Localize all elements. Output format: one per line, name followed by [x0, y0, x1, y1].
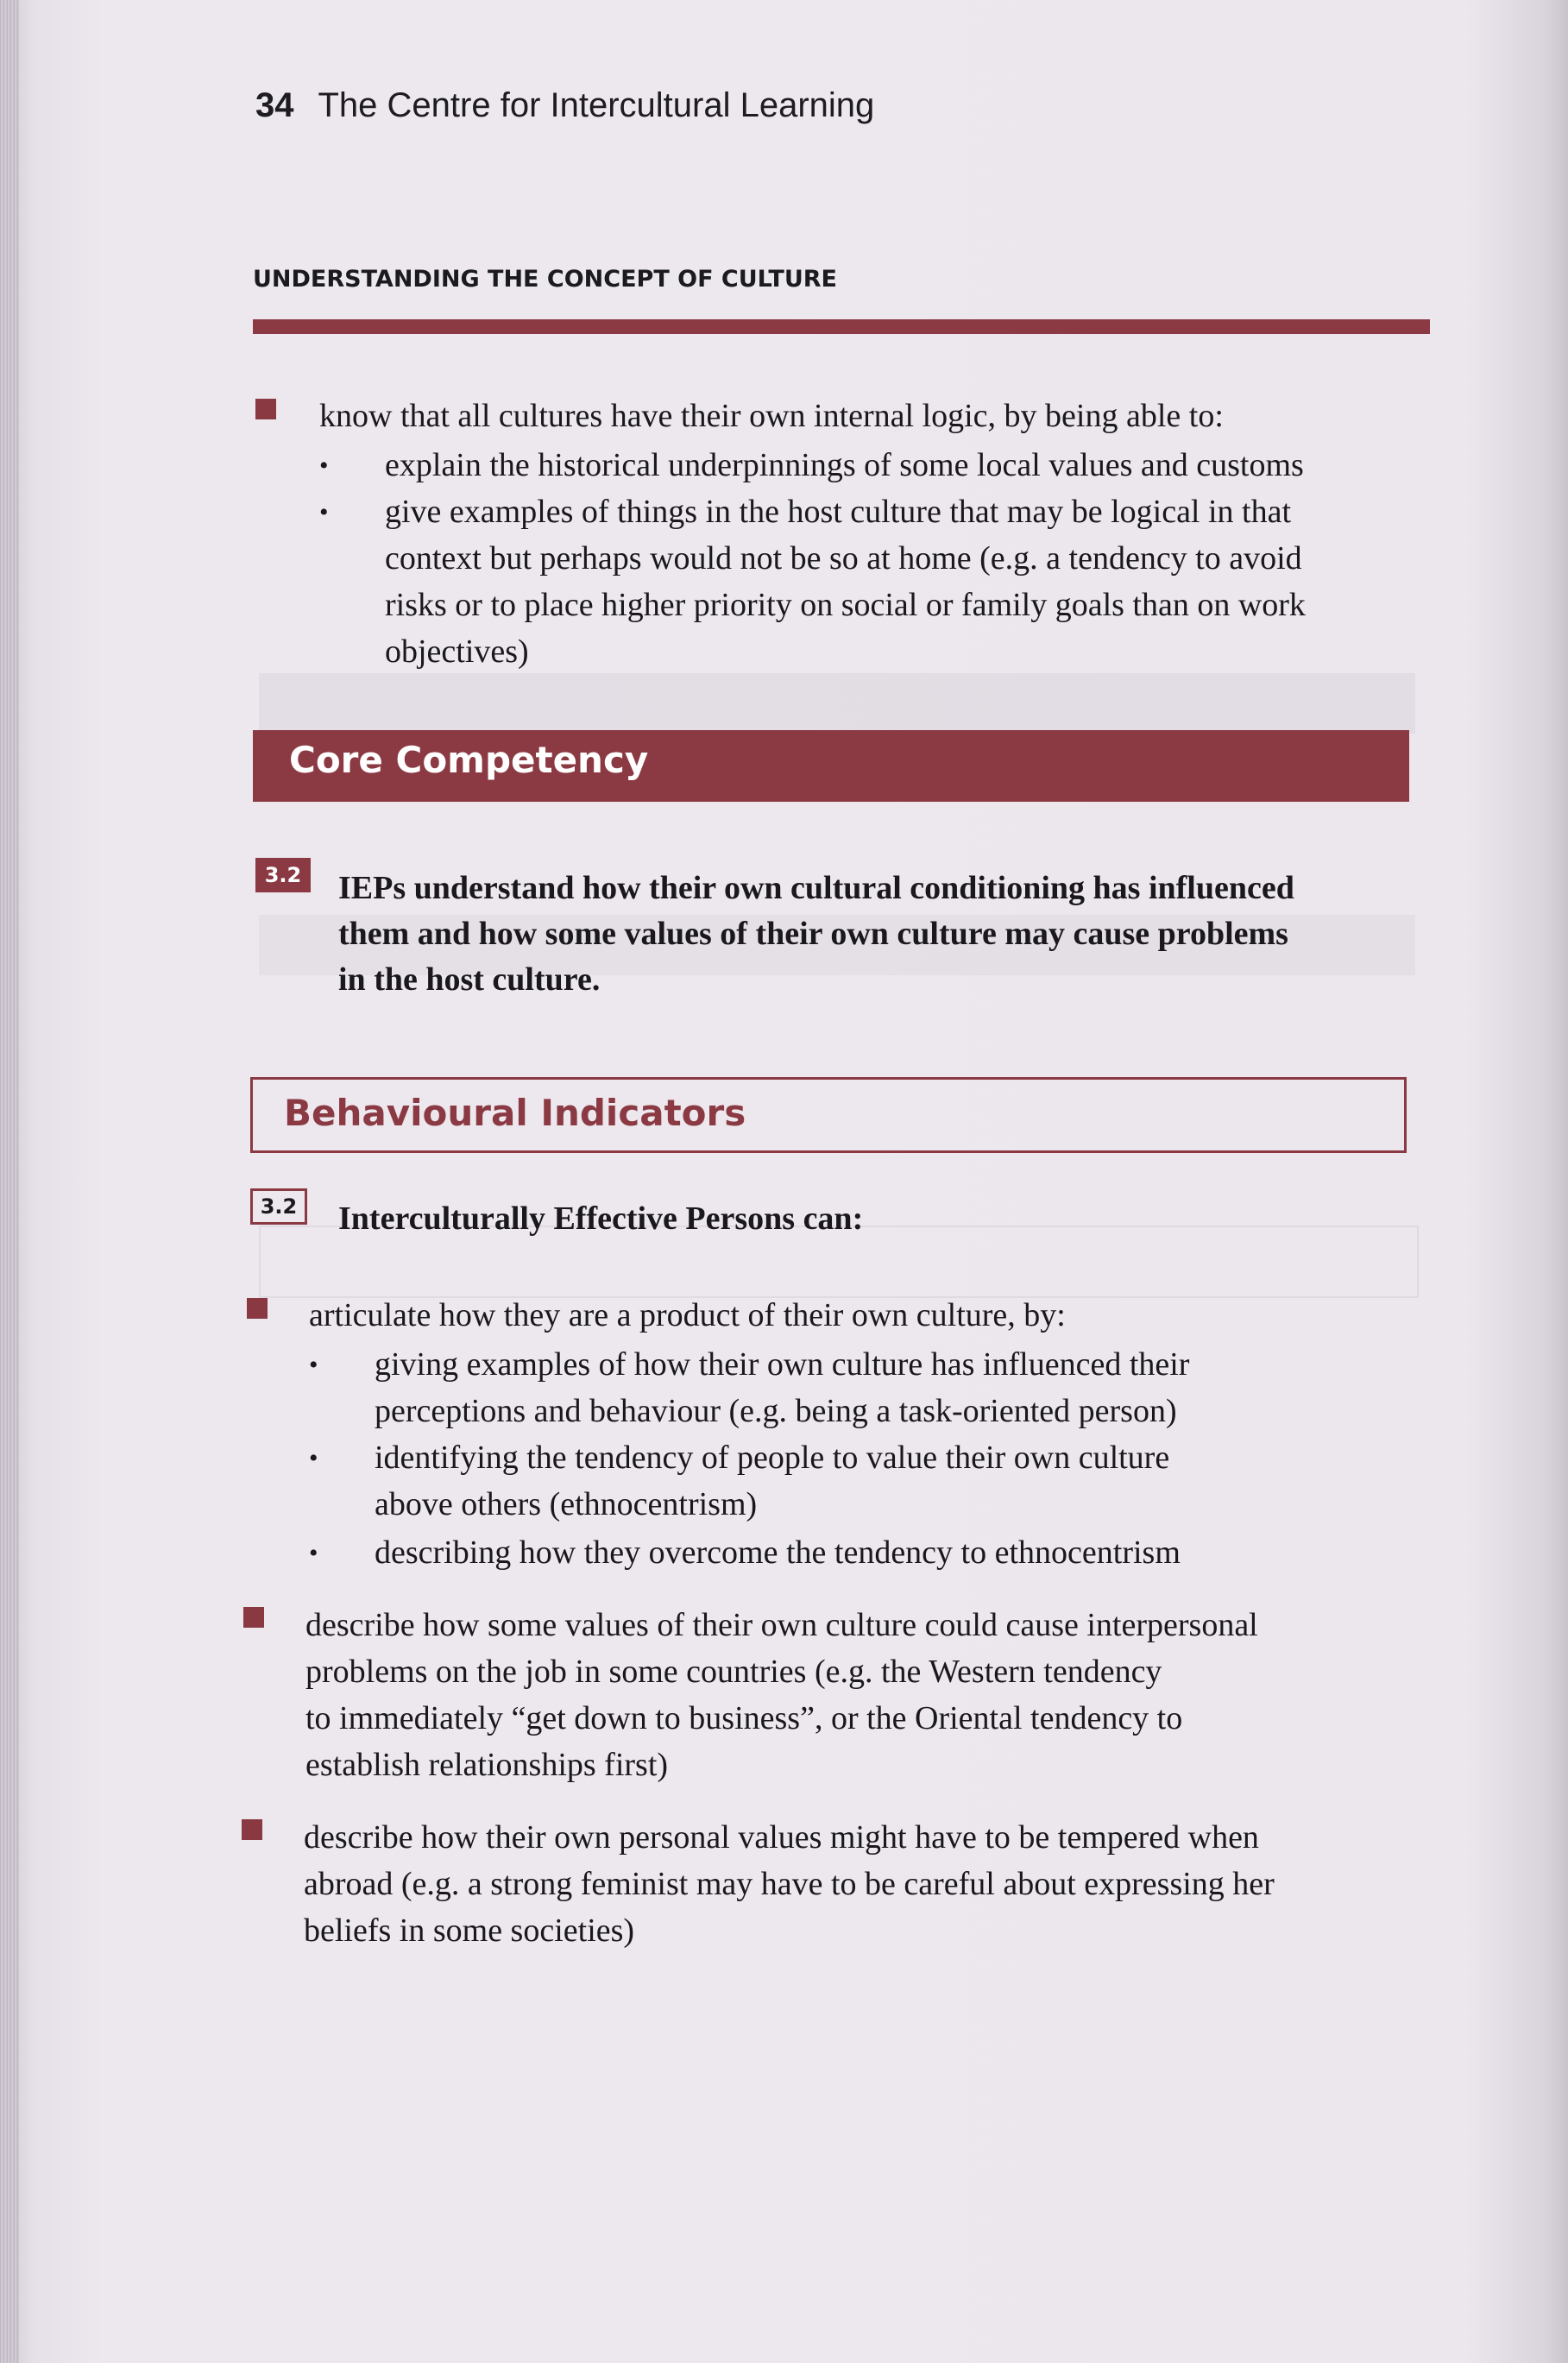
competency-statement [338, 866, 1294, 1003]
indicator-1-bullet-2-line-2: above others (ethnocentrism) [375, 1486, 758, 1522]
intro-bullet-2-line-2: context but perhaps would not be so at home (e.g. a tendency to avoid [385, 540, 1302, 577]
intro-bullet-2-line-1: give examples of things in the host culture that may be logical in that [385, 494, 1292, 530]
square-bullet-icon [247, 1298, 268, 1319]
page-number: 34 [255, 86, 294, 124]
running-header [255, 86, 874, 125]
indicator-3-line-1: describe how their own personal values might have to be tempered when [304, 1819, 1259, 1856]
core-competency-banner [253, 730, 1409, 802]
behavioural-indicators-box [250, 1077, 1407, 1153]
indicator-1-bullet-2-line-1: identifying the tendency of people to value their own culture [375, 1440, 1170, 1476]
square-bullet-icon [243, 1607, 264, 1628]
behavioural-indicators-heading: Behavioural Indicators [284, 1092, 746, 1134]
bullet-dot-icon: • [309, 1444, 318, 1472]
bullet-dot-icon: • [309, 1351, 318, 1379]
section-rule [253, 319, 1430, 334]
indicators-badge: 3.2 [250, 1188, 307, 1225]
indicator-2-line-2: problems on the job in some countries (e.g. the Western tendency [305, 1654, 1162, 1690]
competency-line-3: in the host culture. [338, 961, 601, 998]
competency-line-1: IEPs understand how their own cultural conditioning has influenced [338, 870, 1294, 906]
running-title: The Centre for Intercultural Learning [318, 86, 875, 124]
bullet-dot-icon: • [319, 451, 329, 480]
indicator-1-text: articulate how they are a product of their own culture, by: [309, 1297, 1066, 1333]
indicators-intro: Interculturally Effective Persons can: [338, 1200, 864, 1237]
intro-item-text: know that all cultures have their own internal logic, by being able to: [319, 398, 1224, 434]
indicator-1-bullet-1-line-2: perceptions and behaviour (e.g. being a task-oriented person) [375, 1393, 1177, 1429]
bullet-dot-icon: • [309, 1539, 318, 1567]
section-title: UNDERSTANDING THE CONCEPT OF CULTURE [253, 266, 837, 293]
page-edges [0, 0, 19, 2363]
indicator-1-bullet-1-line-1: giving examples of how their own culture has influenced their [375, 1346, 1190, 1383]
indicator-2-line-1: describe how some values of their own culture could cause interpersonal [305, 1607, 1258, 1643]
core-competency-heading: Core Competency [289, 739, 649, 781]
intro-bullet-1-line-1: explain the historical underpinnings of some local values and customs [385, 447, 1304, 483]
indicator-2-line-3: to immediately “get down to business”, or the Oriental tendency to [305, 1700, 1183, 1736]
bullet-dot-icon: • [319, 498, 329, 526]
competency-badge: 3.2 [255, 858, 311, 892]
competency-line-2: them and how some values of their own culture may cause problems [338, 916, 1288, 952]
indicator-2-line-4: establish relationships first) [305, 1747, 669, 1783]
indicator-1-bullet-3-line-1: describing how they overcome the tendency to ethnocentrism [375, 1534, 1181, 1571]
intro-bullet-2-line-4: objectives) [385, 633, 529, 670]
intro-bullet-2-line-3: risks or to place higher priority on social or family goals than on work [385, 587, 1306, 623]
indicator-3-line-3: beliefs in some societies) [304, 1912, 635, 1949]
show-through-decoration-2 [259, 673, 1415, 734]
indicator-3-line-2: abroad (e.g. a strong feminist may have to be careful about expressing her [304, 1866, 1275, 1902]
square-bullet-icon [242, 1819, 262, 1840]
square-bullet-icon [255, 399, 276, 419]
